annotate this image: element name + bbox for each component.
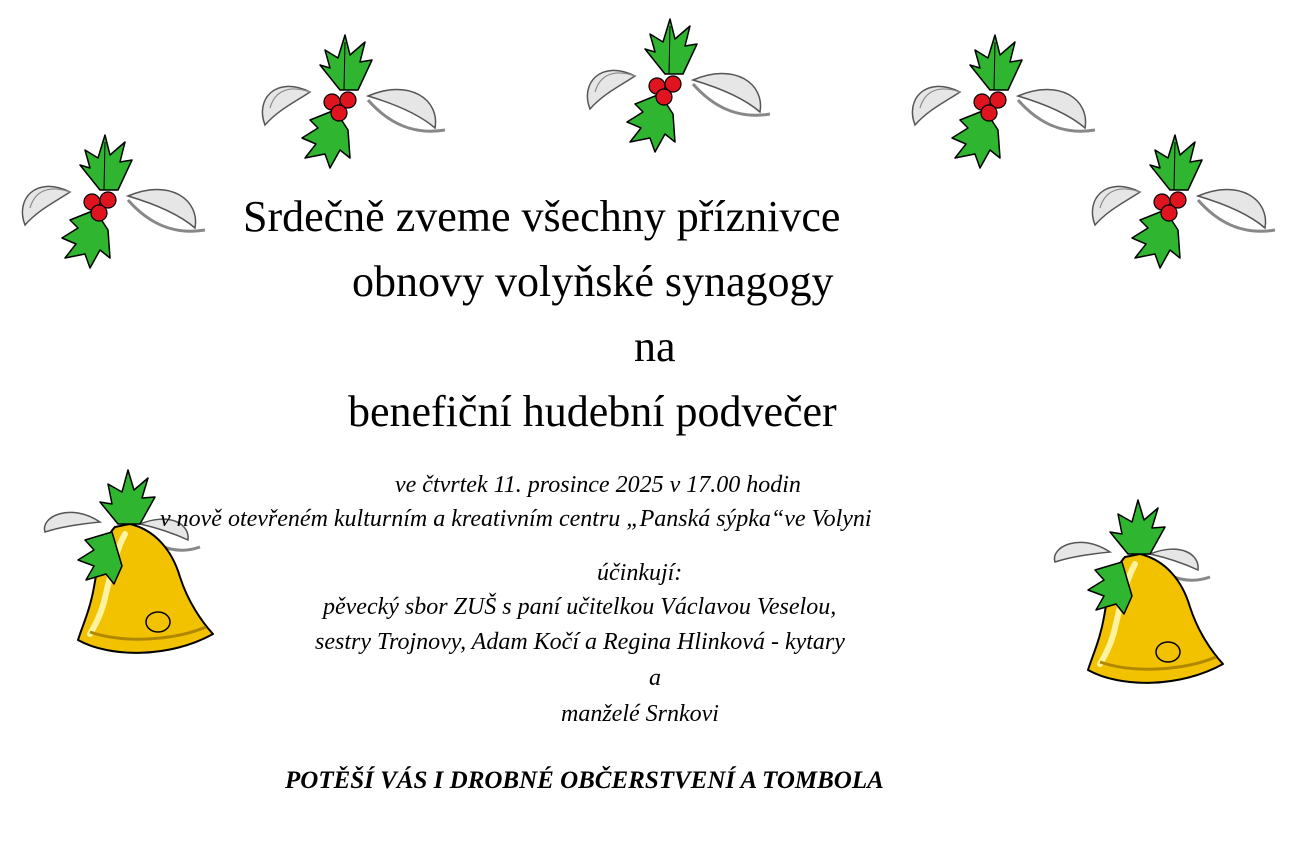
holly-icon — [1080, 130, 1280, 270]
event-venue: v nově otevřeném kulturním a kreativním centru „Panská sýpka“ve Volyni — [160, 506, 872, 532]
holly-icon — [250, 30, 450, 170]
invitation-title-line-2: obnovy volyňské synagogy — [352, 257, 834, 306]
invitation-title-line-3: na — [634, 322, 676, 371]
holly-icon — [900, 30, 1100, 170]
holly-icon — [575, 14, 775, 154]
invitation-title-line-4: benefiční hudební podvečer — [348, 387, 837, 436]
invitation-title-line-1: Srdečně zveme všechny příznivce — [243, 192, 841, 241]
performer-line: manželé Srnkovi — [561, 701, 719, 727]
performer-line: a — [649, 665, 661, 691]
event-date: ve čtvrtek 11. prosince 2025 v 17.00 hodin — [395, 472, 801, 498]
performer-line: pěvecký sbor ZUŠ s paní učitelkou Václavou Veselou, — [323, 594, 837, 620]
performer-line: sestry Trojnovy, Adam Kočí a Regina Hlinková - kytary — [315, 629, 845, 655]
performers-heading: účinkují: — [597, 560, 683, 586]
holly-icon — [10, 130, 210, 270]
bell-icon — [1040, 492, 1240, 692]
closing-announcement: POTĚŠÍ VÁS I DROBNÉ OBČERSTVENÍ A TOMBOLA — [285, 767, 884, 794]
bell-icon — [30, 462, 230, 662]
